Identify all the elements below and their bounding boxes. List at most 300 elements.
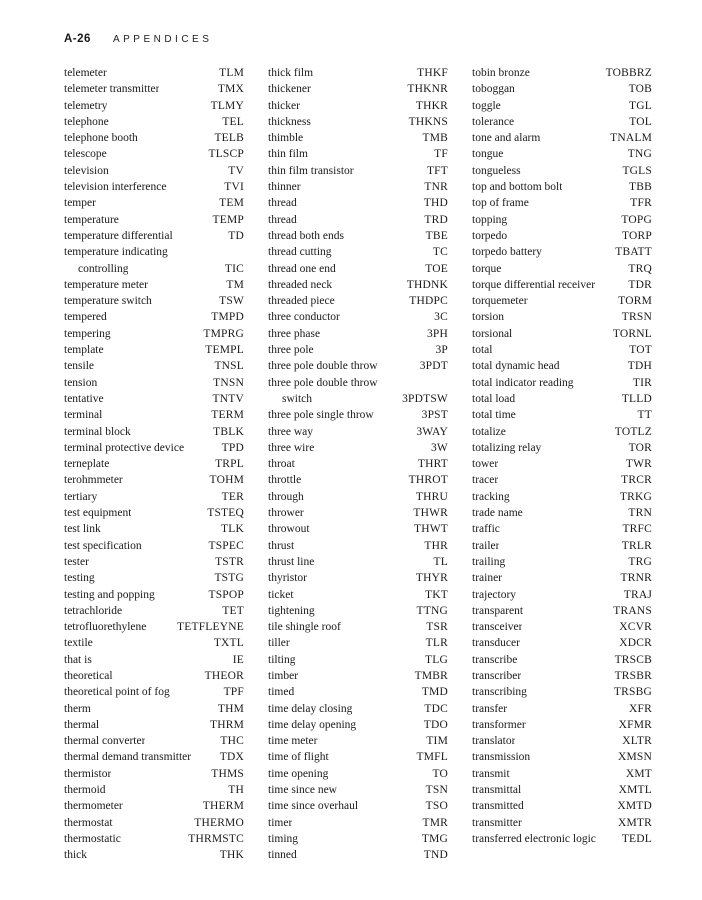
term: totalizing relay xyxy=(472,441,542,454)
entry-row xyxy=(472,163,652,179)
term: terminal xyxy=(64,409,103,422)
term: template xyxy=(64,344,104,357)
abbreviation: TNG xyxy=(627,148,652,161)
abbreviation: TDR xyxy=(628,278,652,291)
term: thermometer xyxy=(64,800,123,813)
entry-row xyxy=(268,81,448,97)
entry-row xyxy=(472,179,652,195)
entry-row xyxy=(472,782,652,798)
abbreviation: TMD xyxy=(421,686,448,699)
abbreviation: TSO xyxy=(425,800,448,813)
abbreviation: XMTL xyxy=(618,784,652,797)
abbreviation: TLG xyxy=(425,653,448,666)
entry-row xyxy=(268,733,448,749)
abbreviation: TBE xyxy=(425,229,448,242)
term: tension xyxy=(64,376,98,389)
entry-row xyxy=(472,440,652,456)
term: thrower xyxy=(268,507,304,520)
entry-row xyxy=(268,554,448,570)
entry-row xyxy=(64,114,244,130)
term: tilting xyxy=(268,653,296,666)
entry-row xyxy=(472,652,652,668)
term: tightening xyxy=(268,604,315,617)
abbreviation: 3W xyxy=(430,441,448,454)
abbreviation: TMB xyxy=(422,132,448,145)
abbreviation: TMG xyxy=(421,832,448,845)
entry-row xyxy=(268,619,448,635)
abbreviation: XFR xyxy=(629,702,652,715)
entry-row xyxy=(268,212,448,228)
term: temperature indicating xyxy=(64,246,168,259)
entry-row xyxy=(64,652,244,668)
section-title: APPENDICES xyxy=(112,34,213,45)
abbreviation: TNR xyxy=(424,181,448,194)
entry-row xyxy=(472,538,652,554)
term: telemeter transmitter xyxy=(64,83,160,96)
entry-row xyxy=(472,261,652,277)
abbreviation: TIR xyxy=(632,376,652,389)
abbreviation: XFMR xyxy=(618,718,652,731)
entry-row xyxy=(64,212,244,228)
term: telemeter xyxy=(64,67,107,79)
term: thermostat xyxy=(64,816,113,829)
term: torpedo xyxy=(472,229,508,242)
entry-row xyxy=(64,570,244,586)
entry-row xyxy=(472,391,652,407)
abbreviation: TETFLEYNE xyxy=(177,621,244,634)
abbreviation: TORM xyxy=(618,295,652,308)
abbreviation: TEMP xyxy=(212,213,244,226)
abbreviation: TRSN xyxy=(621,311,652,324)
term: torsional xyxy=(472,327,513,340)
page-number: A-26 xyxy=(64,33,91,45)
abbreviation: XDCR xyxy=(619,637,652,650)
term: transceiver xyxy=(472,621,523,634)
entry-row xyxy=(64,815,244,831)
abbreviation: TNALM xyxy=(610,132,652,145)
entry-row xyxy=(268,505,448,521)
term: time delay closing xyxy=(268,702,353,715)
term: tracer xyxy=(472,474,499,487)
term: topping xyxy=(472,213,508,226)
entry-row xyxy=(64,766,244,782)
term: tertiary xyxy=(64,490,98,503)
term: trailer xyxy=(472,539,500,552)
page-header xyxy=(64,33,212,45)
term: tobin bronze xyxy=(472,67,530,79)
term: thread xyxy=(268,213,297,226)
abbreviation: TRAJ xyxy=(623,588,652,601)
entry-row xyxy=(472,701,652,717)
entry-row xyxy=(64,472,244,488)
entry-row xyxy=(472,293,652,309)
abbreviation: TMFL xyxy=(416,751,448,764)
abbreviation: TIC xyxy=(224,262,244,275)
term: tracking xyxy=(472,490,510,503)
term: testing xyxy=(64,572,95,585)
entry-row xyxy=(64,342,244,358)
abbreviation: XMSN xyxy=(617,751,652,764)
term: thrust line xyxy=(268,555,315,568)
entry-row xyxy=(472,521,652,537)
term: three conductor xyxy=(268,311,340,324)
term: testing and popping xyxy=(64,588,155,601)
entry-row xyxy=(268,587,448,603)
entry-row xyxy=(268,358,448,374)
entry-row xyxy=(64,701,244,717)
entry-row xyxy=(64,505,244,521)
term: thickness xyxy=(268,115,311,128)
entry-row xyxy=(64,798,244,814)
term: toggle xyxy=(472,99,501,112)
entry-row xyxy=(472,98,652,114)
entry-row xyxy=(472,668,652,684)
abbreviation: TOTLZ xyxy=(614,425,652,438)
entry-row xyxy=(64,521,244,537)
term: timing xyxy=(268,832,299,845)
entry-row xyxy=(268,375,448,391)
abbreviation: TOPG xyxy=(621,213,652,226)
term: total time xyxy=(472,409,516,422)
entry-row xyxy=(472,798,652,814)
abbreviation: TD xyxy=(228,229,244,242)
entry-row xyxy=(64,293,244,309)
term: thyristor xyxy=(268,572,307,585)
abbreviation: TPF xyxy=(223,686,244,699)
entry-row xyxy=(472,407,652,423)
entry-row xyxy=(472,603,652,619)
term: transmitter xyxy=(472,816,522,829)
abbreviation: THDNK xyxy=(406,278,448,291)
term: test link xyxy=(64,523,101,536)
term: transmittal xyxy=(472,784,522,797)
abbreviation: 3PDTSW xyxy=(402,392,448,405)
term: tone and alarm xyxy=(472,132,541,145)
entry-row xyxy=(472,831,652,847)
term: top of frame xyxy=(472,197,529,210)
entry-row xyxy=(472,749,652,765)
term: thickener xyxy=(268,83,311,96)
abbreviation: TRD xyxy=(424,213,448,226)
entry-row xyxy=(268,179,448,195)
abbreviation: TMPD xyxy=(211,311,244,324)
term: tolerance xyxy=(472,115,515,128)
abbreviation: TRPL xyxy=(215,458,244,471)
term: three way xyxy=(268,425,314,438)
entry-row xyxy=(268,635,448,651)
term: time meter xyxy=(268,735,318,748)
term: time of flight xyxy=(268,751,329,764)
abbreviation: TOBBRZ xyxy=(605,67,652,79)
term: tester xyxy=(64,555,89,568)
abbreviation: TGLS xyxy=(622,164,652,177)
term: television interference xyxy=(64,181,167,194)
entry-row xyxy=(472,212,652,228)
abbreviation: THYR xyxy=(415,572,448,585)
entry-row xyxy=(64,326,244,342)
entry-row xyxy=(268,65,448,81)
abbreviation: TRG xyxy=(628,555,652,568)
term: three wire xyxy=(268,441,315,454)
term: traffic xyxy=(472,523,500,536)
entry-row xyxy=(472,815,652,831)
term: torsion xyxy=(472,311,504,324)
entry-row xyxy=(268,293,448,309)
entry-row xyxy=(472,733,652,749)
term-continuation: controlling xyxy=(78,262,129,275)
abbreviation: TELB xyxy=(214,132,244,145)
abbreviation: TDO xyxy=(423,718,448,731)
term: thread one end xyxy=(268,262,336,275)
abbreviation: TVI xyxy=(224,181,244,194)
term: television xyxy=(64,164,109,177)
abbreviation: TOHM xyxy=(209,474,244,487)
abbreviation: TND xyxy=(423,849,448,862)
term: temperature meter xyxy=(64,278,148,291)
term: total indicator reading xyxy=(472,376,574,389)
entry-row xyxy=(64,587,244,603)
abbreviation: THROT xyxy=(408,474,448,487)
entry-row xyxy=(64,684,244,700)
abbreviation: TER xyxy=(221,490,244,503)
term: transcribing xyxy=(472,686,527,699)
term: thin film transistor xyxy=(268,164,354,177)
term: thimble xyxy=(268,132,304,145)
term: time delay opening xyxy=(268,718,357,731)
entry-row xyxy=(268,195,448,211)
term: transcriber xyxy=(472,669,522,682)
entry-row xyxy=(472,554,652,570)
entry-row xyxy=(268,261,448,277)
abbreviation: XMTD xyxy=(617,800,652,813)
term: temperature differential xyxy=(64,229,173,242)
term: tiller xyxy=(268,637,290,650)
term: torque differential receiver xyxy=(472,278,596,291)
term: throat xyxy=(268,458,295,471)
term: tetrofluorethylene xyxy=(64,621,147,634)
term: transferred electronic logic xyxy=(472,832,596,845)
term: trainer xyxy=(472,572,503,585)
entry-row xyxy=(64,538,244,554)
term: that is xyxy=(64,653,92,666)
abbreviation: THRM xyxy=(209,718,244,731)
abbreviation: TBB xyxy=(629,181,652,194)
term: thermal xyxy=(64,718,100,731)
entry-row xyxy=(268,326,448,342)
term: trade name xyxy=(472,507,523,520)
term: throttle xyxy=(268,474,302,487)
term: telemetry xyxy=(64,99,108,112)
entry-row xyxy=(64,847,244,863)
abbreviation: THC xyxy=(220,735,244,748)
term: transformer xyxy=(472,718,526,731)
abbreviation: TRANS xyxy=(613,604,652,617)
entry-row xyxy=(64,440,244,456)
entry-row xyxy=(472,81,652,97)
entry-row xyxy=(64,244,244,260)
entry-row xyxy=(64,733,244,749)
entry-row xyxy=(64,277,244,293)
term: transmission xyxy=(472,751,531,764)
term: thread cutting xyxy=(268,246,332,259)
term: thermistor xyxy=(64,767,112,780)
abbreviation: TWR xyxy=(625,458,652,471)
entry-row xyxy=(268,472,448,488)
entry-row xyxy=(472,635,652,651)
abbreviation: TDH xyxy=(627,360,652,373)
entry-row xyxy=(64,195,244,211)
abbreviation: TMR xyxy=(422,816,448,829)
abbreviation: TRCR xyxy=(621,474,652,487)
entry-row xyxy=(64,782,244,798)
entry-row xyxy=(472,114,652,130)
entry-row xyxy=(268,244,448,260)
entry-row xyxy=(64,668,244,684)
abbreviation: 3P xyxy=(435,344,448,357)
abbreviation: THRMSTC xyxy=(188,832,244,845)
entry-row xyxy=(472,570,652,586)
term: tongueless xyxy=(472,164,521,177)
entry-row xyxy=(472,228,652,244)
term: total xyxy=(472,344,493,357)
abbreviation: TSW xyxy=(219,295,244,308)
abbreviation: TGL xyxy=(629,99,652,112)
term: tinned xyxy=(268,849,297,862)
abbreviation: THERMO xyxy=(194,816,244,829)
abbreviation: TBATT xyxy=(615,246,652,259)
entry-row xyxy=(64,554,244,570)
entry-row xyxy=(472,619,652,635)
entry-row xyxy=(268,440,448,456)
abbreviation: TNSL xyxy=(214,360,244,373)
entry-row xyxy=(268,847,448,863)
term: test equipment xyxy=(64,507,132,520)
abbreviation: TET xyxy=(222,604,244,617)
abbreviation: TEM xyxy=(219,197,244,210)
abbreviation: TORP xyxy=(622,229,652,242)
entry-row xyxy=(64,228,244,244)
abbreviation: TEDL xyxy=(621,832,652,845)
abbreviation: TPD xyxy=(221,441,244,454)
term: timer xyxy=(268,816,293,829)
entry-row xyxy=(64,749,244,765)
entry-row xyxy=(268,424,448,440)
entry-row xyxy=(64,391,244,407)
term: test specification xyxy=(64,539,142,552)
entry-row xyxy=(268,228,448,244)
entry-row xyxy=(472,472,652,488)
entry-row xyxy=(472,342,652,358)
entry-row xyxy=(472,130,652,146)
term: terminal protective device xyxy=(64,441,185,454)
abbreviation: TSPOP xyxy=(208,588,244,601)
term: time opening xyxy=(268,767,329,780)
term: telephone booth xyxy=(64,132,138,145)
abbreviation: TRSBG xyxy=(613,686,652,699)
term: transparent xyxy=(472,604,524,617)
term: thermoid xyxy=(64,784,106,797)
term: ticket xyxy=(268,588,294,601)
abbreviation: TLSCP xyxy=(208,148,244,161)
abbreviation: TOL xyxy=(629,115,652,128)
abbreviation: TRFC xyxy=(622,523,652,536)
term: time since new xyxy=(268,784,337,797)
abbreviation: TSTG xyxy=(214,572,244,585)
abbreviation: TEMPL xyxy=(205,344,244,357)
abbreviation: THKR xyxy=(415,99,448,112)
abbreviation: THMS xyxy=(211,767,244,780)
term: tetrachloride xyxy=(64,604,123,617)
abbreviation: TNTV xyxy=(212,392,244,405)
abbreviation: TSN xyxy=(425,784,448,797)
abbreviation: TMBR xyxy=(414,669,448,682)
entry-row xyxy=(268,342,448,358)
term: therm xyxy=(64,702,91,715)
abbreviation: XCVR xyxy=(619,621,652,634)
term: temperature xyxy=(64,213,119,226)
entry-row xyxy=(472,717,652,733)
term: terneplate xyxy=(64,458,110,471)
entry-row xyxy=(472,375,652,391)
abbreviation: XLTR xyxy=(622,735,652,748)
term: through xyxy=(268,490,304,503)
term: tile shingle roof xyxy=(268,621,341,634)
term: three phase xyxy=(268,327,321,340)
abbreviation: THK xyxy=(219,849,244,862)
entry-row xyxy=(268,114,448,130)
term: translator xyxy=(472,735,516,748)
term-continuation: switch xyxy=(282,392,313,405)
term: temperature switch xyxy=(64,295,152,308)
term: three pole double throw xyxy=(268,376,378,389)
abbreviation: THR xyxy=(424,539,448,552)
term: thermal demand transmitter xyxy=(64,751,192,764)
term: total load xyxy=(472,392,516,405)
entry-row xyxy=(64,717,244,733)
term: trailing xyxy=(472,555,506,568)
entry-row xyxy=(268,701,448,717)
entry-row xyxy=(472,277,652,293)
entry-row xyxy=(472,587,652,603)
term: theoretical point of fog xyxy=(64,686,170,699)
term: tongue xyxy=(472,148,504,161)
term: thick xyxy=(64,849,87,862)
abbreviation: THKF xyxy=(417,67,448,79)
abbreviation: TMX xyxy=(217,83,244,96)
term: toboggan xyxy=(472,83,515,96)
entry-row xyxy=(64,179,244,195)
term: thread both ends xyxy=(268,229,345,242)
entry-row xyxy=(472,456,652,472)
entry-row xyxy=(64,407,244,423)
entry-row xyxy=(268,521,448,537)
entry-row xyxy=(472,489,652,505)
entry-row xyxy=(472,766,652,782)
abbreviation: 3PDT xyxy=(419,360,448,373)
entry-row xyxy=(472,309,652,325)
entry-row xyxy=(64,358,244,374)
abbreviation: THKNS xyxy=(408,115,448,128)
term: torquemeter xyxy=(472,295,528,308)
abbreviation: XMT xyxy=(625,767,652,780)
abbreviation: TSR xyxy=(426,621,448,634)
entry-row xyxy=(268,831,448,847)
entry-row xyxy=(268,652,448,668)
entry-row xyxy=(472,244,652,260)
term: telephone xyxy=(64,115,109,128)
term: terohmmeter xyxy=(64,474,123,487)
entry-row xyxy=(64,424,244,440)
